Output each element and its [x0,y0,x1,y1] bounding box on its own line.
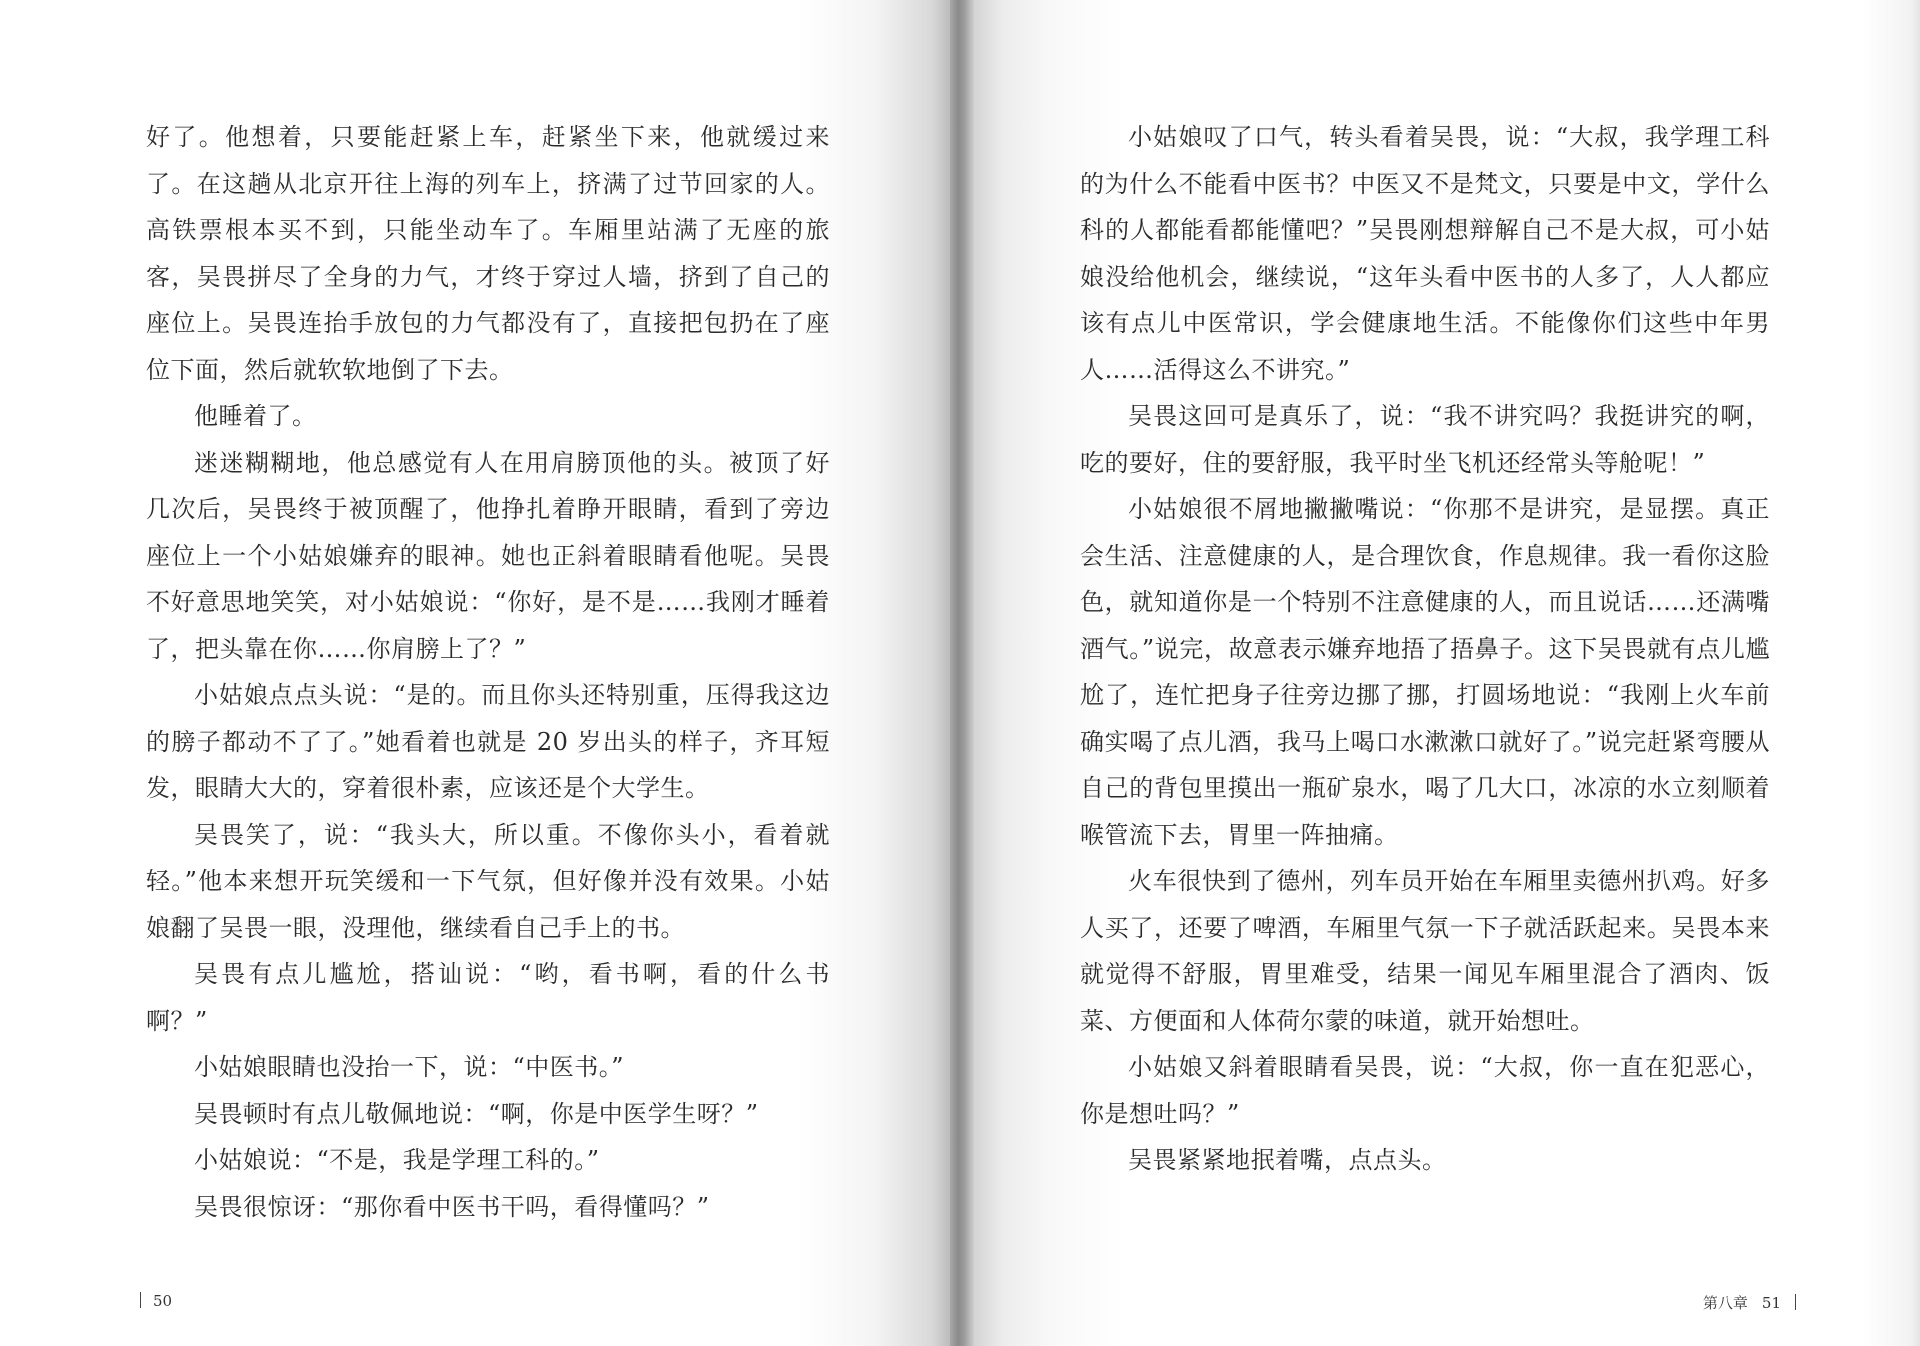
paragraph: 吴畏顿时有点儿敬佩地说：“啊，你是中医学生呀？” [194,1099,759,1128]
left-page-folio [140,1292,172,1310]
paragraph: 吴畏紧紧地抿着嘴，点点头。 [1128,1146,1447,1174]
paragraph: 吴畏笑了，说：“我头大，所以重。不像你头小，看着就轻。”他本来想开玩笑缓和一下气氛，但好像并没有效果。小姑娘翻了吴畏一眼，没理他，继续看自己手上的书。 [146,820,830,942]
right-page-folio [1703,1292,1796,1313]
left-page [0,0,950,1346]
paragraph: 小姑娘说：“不是，我是学理工科的。” [194,1146,600,1174]
paragraph: 他睡着了。 [194,402,317,430]
paragraph: 火车很快到了德州，列车员开始在车厢里卖德州扒鸡。好多人买了，还要了啤酒，车厢里气氛一下子就活跃起来。吴畏本来就觉得不舒服，胃里难受，结果一闻见车厢里混合了酒肉、饭菜、方便面和人体荷尔蒙的味道，就开始想吐。 [1080,867,1770,1035]
paragraph: 迷迷糊糊地，他总感觉有人在用肩膀顶他的头。被顶了好几次后，吴畏终于被顶醒了，他挣扎着睁开眼睛，看到了旁边座位上一个小姑娘嫌弃的眼神。她也正斜着眼睛看他呢。吴畏不好意思地笑笑，对小姑娘说：“你好，是不是……我刚才睡着了，把头靠在你……你肩膀上了？” [146,448,830,663]
paragraph: 小姑娘叹了口气，转头看着吴畏，说：“大叔，我学理工科的为什么不能看中医书？中医又不是梵文，只要是中文，学什么科的人都能看都能懂吧？”吴畏刚想辩解自己不是大叔，可小姑娘没给他机会，继续说，“这年头看中医书的人多了，人人都应该有点儿中医常识，学会健康地生活。不能像你们这些中年男人……活得这么不讲究。” [1080,123,1770,384]
left-page-text [146,114,830,1230]
paragraph: 小姑娘眼睛也没抬一下，说：“中医书。” [194,1053,625,1081]
paragraph: 吴畏这回可是真乐了，说：“我不讲究吗？我挺讲究的啊，吃的要好，住的要舒服，我平时坐飞机还经常头等舱呢！” [1080,402,1770,477]
right-page-text [1080,114,1770,1184]
book-gutter [950,0,974,1346]
page-number: 50 [153,1292,173,1310]
folio-rule [140,1292,141,1308]
paragraph: 好了。他想着，只要能赶紧上车，赶紧坐下来，他就缓过来了。在这趟从北京开往上海的列车上，挤满了过节回家的人。高铁票根本买不到，只能坐动车了。车厢里站满了无座的旅客，吴畏拼尽了全身的力气，才终于穿过人墙，挤到了自己的座位上。吴畏连抬手放包的力气都没有了，直接把包扔在了座位下面，然后就软软地倒了下去。 [146,123,830,384]
right-page [974,0,1920,1346]
paragraph: 吴畏很惊讶：“那你看中医书干吗，看得懂吗？” [194,1192,710,1221]
paragraph: 小姑娘点点头说：“是的。而且你头还特别重，压得我这边的膀子都动不了了。”她看着也就是 20 岁出头的样子，齐耳短发，眼睛大大的，穿着很朴素，应该还是个大学生。 [146,681,830,802]
paragraph: 小姑娘很不屑地撇撇嘴说：“你那不是讲究，是显摆。真正会生活、注意健康的人，是合理饮食，作息规律。我一看你这脸色，就知道你是一个特别不注意健康的人，而且说话……还满嘴酒气。”说完，故意表示嫌弃地捂了捂鼻子。这下吴畏就有点儿尴尬了，连忙把身子往旁边挪了挪，打圆场地说：“我刚上火车前确实喝了点儿酒，我马上喝口水漱漱口就好了。”说完赶紧弯腰从自己的背包里摸出一瓶矿泉水，喝了几大口，冰凉的水立刻顺着喉管流下去，胃里一阵抽痛。 [1080,495,1770,849]
page-number: 51 [1761,1294,1781,1312]
folio-rule [1795,1294,1796,1310]
chapter-label: 第八章 [1702,1294,1748,1312]
paragraph: 小姑娘又斜着眼睛看吴畏，说：“大叔，你一直在犯恶心，你是想吐吗？” [1080,1053,1770,1128]
paragraph: 吴畏有点儿尴尬，搭讪说：“哟，看书啊，看的什么书啊？” [146,960,830,1035]
